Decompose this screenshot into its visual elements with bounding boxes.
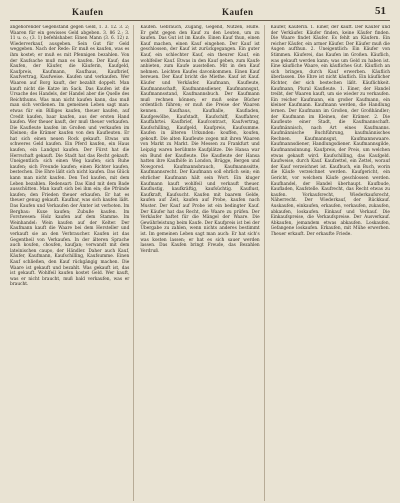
column-right bbox=[271, 25, 390, 501]
running-header bbox=[10, 4, 390, 21]
header-left-keyword: Kaufen bbox=[72, 7, 104, 17]
column-left bbox=[10, 25, 134, 501]
column-middle-text: Kaufen. Gebrauch, Zugang, Gegend, Nutzen, Hülfe. Er geht gegen den Kauf zu den Leuten, um zu kaufen. Das Gut ist im Kaufe. Einen Kauf thun, einen Kauf machen, einen Kauf eingehen. Der Kauf ist geschlossen, der Kauf ist zurückgegangen. Ein guter Kauf, ein schlechter Kauf, ein theurer Kauf, ein wohlfeiler Kauf. Etwas in den Kauf geben, zum Kaufe anbieten, zum Kaufe ausstellen. Mit in den Kauf nehmen. Leichten Kaufes davonkommen. Einen Kauf bereuen. Der Kauf bricht die Miethe. Kauf ist Kauf. Käufer und Verkäufer. Kaufmann, Kaufleute, Kaufmannschaft, Kaufmannsdiener, Kaufmannsgut, Kaufmannsstand, Kaufmannsbuch. Der Kaufmann muß rechnen können; er muß seine Bücher ordentlich führen; er muß die Preise der Waaren kennen. Kaufhaus, Kaufhalle, Kaufladen, Kaufgewölbe, Kaufstadt, Kaufschiff, Kauffahrer, Kauffahrtei. Kaufbrief, Kaufcontract, Kaufvertrag, Kaufschilling, Kaufgeld, Kaufpreis, Kaufsumme. Kaufen in älteren Urkunden: kouffen, koufen, gekouft. Die alten Kaufleute zogen mit ihren Waaren von Markt zu Markt. Die Messen zu Frankfurt und Leipzig waren berühmte Kaufplätze. Die Hansa war ein Bund der Kaufleute. Die Kaufleute der Hansa hatten ihre Kaufhöfe in London, Brügge, Bergen und Nowgorod. Kaufmannsbrauch, Kaufmannssitte, Kaufmannsrecht. Der Kaufmann soll ehrlich sein; ein ehrlicher Kaufmann hält sein Wort. Ein kluger Kaufmann kauft wohlfeil und verkauft theuer. Kauflustig, kaufkräftig, kaufsüchtig. Kauflust, Kaufkraft, Kaufsucht. Kaufen mit baarem Gelde, kaufen auf Zeit, kaufen auf Probe, kaufen nach Muster. Der Kauf auf Probe ist ein bedingter Kauf. Der Käufer hat das Recht, die Waare zu prüfen. Der Verkäufer haftet für die Mängel der Waare. Die Gewährleistung beim Kaufe. Der Kaufpreis ist bei der Übergabe zu zahlen, wenn nichts anderes bestimmt ist. Im gemeinen Leben sagt man auch: Er hat sich's was kosten lassen; er hat es sich sauer werden lassen. Das Kaufen bringt Freude, das Bezahlen Verdruß. bbox=[140, 25, 260, 254]
page-number: 51 bbox=[375, 5, 386, 17]
text-columns bbox=[10, 25, 390, 501]
column-right-text: Käufer, Käuferin. 1. Einer, der kauft. Der Käufer und der Verkäufer. Käufer finden, keine Käufer finden. Die Waare findet Käufer. Es fehlt an Käufern. Ein reicher Käufer, ein armer Käufer. Der Käufer muß die Augen aufthun. 2. Uneigentlich: Ein Käufer von Stimmen. Käuferei, das Kaufen im Großen. Käuflich, was gekauft werden kann; was um Geld zu haben ist. Eine käufliche Waare, ein käufliches Gut. Käuflich an sich bringen, durch Kauf erwerben. Käuflich überlassen. Die Ehre ist nicht käuflich. Ein käuflicher Richter, der sich bestechen läßt. Käuflichkeit. Kaufmann, Plural Kaufleute. 1. Einer, der Handel treibt, der Waaren kauft, um sie wieder zu verkaufen. Ein reicher Kaufmann, ein großer Kaufmann, ein kleiner Kaufmann. Kaufmann werden, die Handlung lernen. Der Kaufmann im Großen, der Großhändler; der Kaufmann im Kleinen, der Krämer. 2. Die Kaufleute einer Stadt, die Kaufmannschaft. Kaufmännisch, nach Art eines Kaufmanns. Kaufmännische Buchführung, kaufmännisches Rechnen. Kaufmannsgut, Kaufmannswaare. Kaufmannsdiener, Handlungsdiener. Kaufmannsgilde, Kaufmannsinnung. Kaufpreis, der Preis, um welchen etwas gekauft wird. Kaufschilling, das Kaufgeld. Kaufweise, durch Kauf. Kaufzettel, ein Zettel, worauf der Kauf verzeichnet ist. Kaufbuch, ein Buch, worin die Käufe verzeichnet werden. Kaufgericht, ein Gericht, vor welchem Käufe geschlossen werden. Kaufhandel, der Handel überhaupt. Kaufbude, Kaufladen, Kaufstelle. Kaufrecht, das Recht etwas zu kaufen. Vorkaufsrecht, Wiederkaufsrecht, Näherrecht. Der Wiederkauf, der Rückkauf. Auskaufen, einkaufen, erkaufen, verkaufen, zukaufen, abkaufen, loskaufen. Einkauf und Verkauf. Die Einkaufspreise, die Verkaufspreise. Der Ausverkauf. Abkaufen, jemandem etwas abkaufen. Loskaufen, Gefangene loskaufen. Erkaufen, mit Mühe erwerben. Theuer erkauft. Der erkaufte Friede. bbox=[270, 25, 390, 237]
header-center-keyword: Kaufen bbox=[222, 7, 254, 17]
column-middle bbox=[140, 25, 264, 501]
column-left-text: angehörender Gegenstand gegen Geld, 1. 3. 12. 3. 2; Waaren für ein gewisses Geld abgeben. 3. 86 2.; 3. 11 u. o.; (3. 1) befehlshaber. Einen Mann (3. 6. 12) z. Wiederverkauf, ausgeben. Sein Gut für Geld weggeben. Nach der Rede: Er muß es kaufen, was es ihm kostet; er muß es mit Pfennigen bezahlen. Von der Kaufsache muß man es kaufen. Der Kauf; das Kaufen, der Käufer, die Käuferin, Kaufgeld, Kaufpreis, Kaufmann, Kaufhaus, Kaufbrief, Kaufvertrag, Kaufweise. Kaufen und verkaufen. Wer Waaren auf Borg kauft, der bezahlt doppelt. Man kauft nicht die Katze im Sack. Das Kaufen ist die Ursache des Handels, der Handel aber die Quelle des Reichthums. Was man nicht kaufen kann, das muß man sich verdienen. Im gemeinen Leben sagt man: etwas für ein Billiges kaufen, theuer kaufen, auf Credit kaufen, baar kaufen, aus der ersten Hand kaufen. Wer theuer kauft, der muß theuer verkaufen. Die Kaufleute kaufen im Großen und verkaufen im Kleinen; die Krämer kaufen von den Kaufleuten. Er hat sich einen neuen Rock gekauft. Etwas um schweres Geld kaufen. Ein Pferd kaufen, ein Haus kaufen, ein Landgut kaufen. Der Fürst hat die Herrschaft gekauft. Die Stadt hat das Recht gekauft. Uneigentlich: sich einen Weg kaufen; sich Ruhe kaufen; sich Freunde kaufen; einen Richter kaufen, bestechen. Die Ehre läßt sich nicht kaufen. Das Glück kann man nicht kaufen. Den Tod kaufen, mit dem Leben bezahlen. Redensart: Das Kind mit dem Bade ausschütten. Man kauft sich bei ihm ein; die Pfründe kaufen; den Frieden theuer erkaufen. Er hat es theuer genug gekauft. Kaufbar, was sich kaufen läßt. Das Kaufen und Verkaufen der Ämter ist verboten. Im Bergbau: Kuxe kaufen; Zubuße kaufen. Im Forstwesen: Holz kaufen auf dem Stamme. Im Weinhandel: Wein kaufen auf der Kelter. Der Kaufmann kauft die Waare bei dem Hersteller und verkauft sie an den Verbraucher. Kaufen ist das Gegentheil von Verkaufen. In der älteren Sprache auch koufen, choufen, kaufjan; verwandt mit dem lateinischen caupo, der Händler. Daher auch Kauf, Käufer, Kaufmann, Kaufschilling, Kaufsumme. Einen Kauf schließen, den Kauf rückgängig machen. Die Waare ist gekauft und bezahlt. Was gekauft ist, das ist gekauft. Wohlfeil kaufen kostet Geld. Wer kauft, was er nicht braucht, muß bald verkaufen, was er braucht. bbox=[10, 25, 130, 288]
